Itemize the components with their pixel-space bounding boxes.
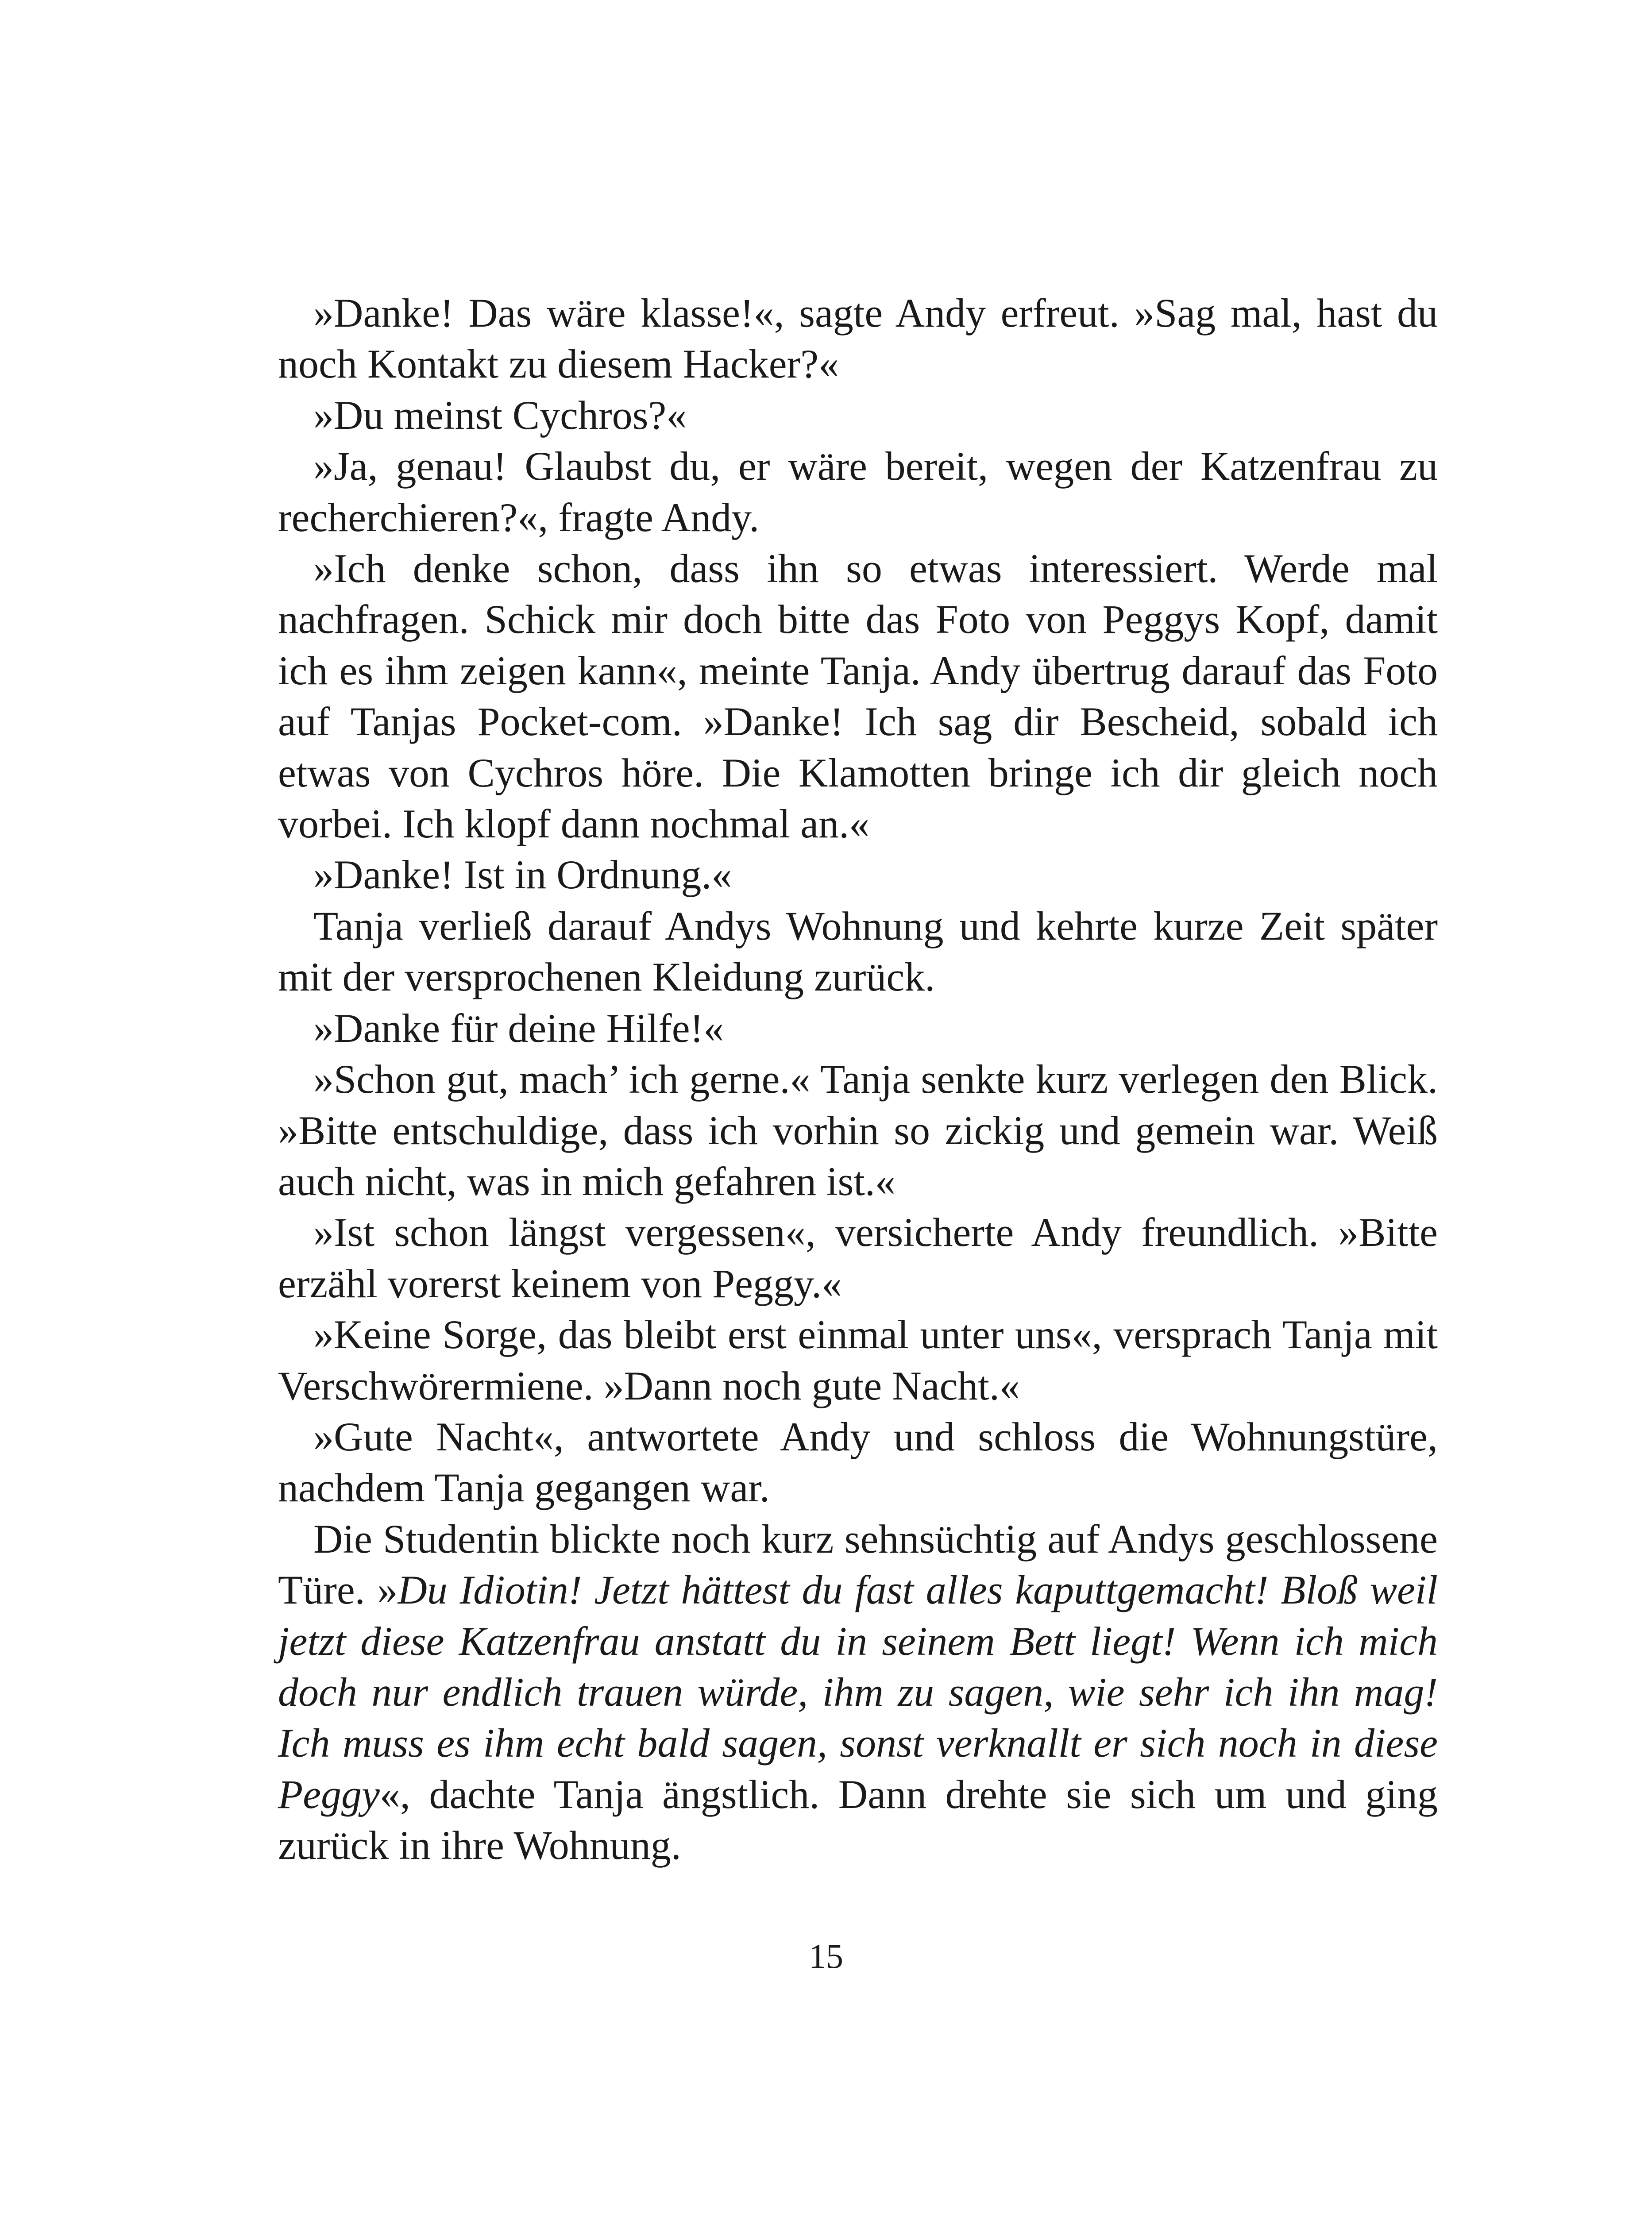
- paragraph-11: »Gute Nacht«, antwortete Andy und schloss die Wohnungstüre, nachdem Tanja gegangen war.: [278, 1414, 1438, 1511]
- page-number: 15: [809, 1937, 843, 1975]
- paragraph-4: »Ich denke schon, dass ihn so etwas interessiert. Werde mal nachfragen. Schick mir doch bitte das Foto von Peggys Kopf, damit ich es ihm zeigen kann«, meinte Tanja. Andy übertrug darauf das Foto auf Tanjas Pocket-com. »Danke! Ich sag dir Bescheid, sobald ich etwas von Cychros höre. Die Klamotten bringe ich dir gleich noch vorbei. Ich klopf dann nochmal an.«: [278, 546, 1438, 847]
- paragraph-10: »Keine Sorge, das bleibt erst einmal unter uns«, versprach Tanja mit Verschwörermiene. »Dann noch gute Nacht.«: [278, 1312, 1438, 1408]
- paragraph-8: »Schon gut, mach’ ich gerne.« Tanja senkte kurz verlegen den Blick. »Bitte entschuldige, dass ich vorhin so zickig und gemein war. Weiß auch nicht, was in mich gefahren ist.«: [278, 1056, 1438, 1204]
- paragraph-3: »Ja, genau! Glaubst du, er wäre bereit, wegen der Katzenfrau zu recherchieren?«, fragte Andy.: [278, 443, 1438, 540]
- paragraph-12: [278, 1514, 1438, 1871]
- paragraph-12-lead: Die Studentin blickte noch kurz sehnsüchtig auf Andys geschlossene Türe. »: [278, 1516, 1438, 1613]
- paragraph-1: »Danke! Das wäre klasse!«, sagte Andy erfreut. »Sag mal, hast du noch Kontakt zu diesem Hacker?«: [278, 290, 1438, 387]
- paragraph-7: »Danke für deine Hilfe!«: [313, 1005, 724, 1051]
- body-text: [278, 288, 1438, 1871]
- paragraph-5: »Danke! Ist in Ordnung.«: [313, 852, 732, 898]
- paragraph-6: Tanja verließ darauf Andys Wohnung und kehrte kurze Zeit später mit der versprochenen Kleidung zurück.: [278, 903, 1438, 1000]
- paragraph-2: »Du meinst Cychros?«: [313, 392, 687, 438]
- inner-monologue: Du Idiotin! Jetzt hättest du fast alles kaputtgemacht! Bloß weil jetzt diese Katzenfrau anstatt du in seinem Bett liegt! Wenn ich mich doch nur endlich trauen würde, ihm zu sagen, wie sehr ich ihn mag! Ich muss es ihm echt bald sagen, sonst verknallt er sich noch in diese Peggy: [278, 1567, 1438, 1817]
- paragraph-9: »Ist schon längst vergessen«, versicherte Andy freundlich. »Bitte erzähl vorerst keinem von Peggy.«: [278, 1210, 1438, 1306]
- paragraph-12-tail: «, dachte Tanja ängstlich. Dann drehte sie sich um und ging zurück in ihre Wohnung.: [278, 1771, 1438, 1868]
